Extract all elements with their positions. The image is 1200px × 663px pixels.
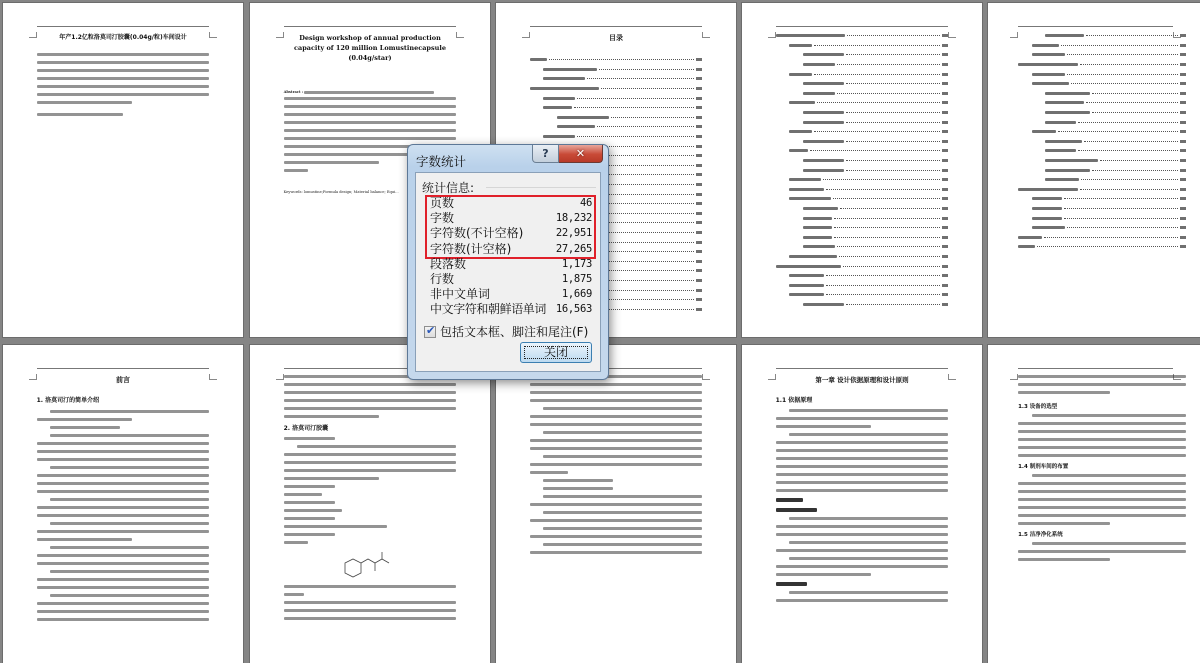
section-title: 前言 [116,376,130,384]
statistics-group-label: 统计信息: [422,181,475,195]
close-x-button[interactable]: ✕ [559,145,603,163]
stat-non-asian-words: 非中文单词 1,669 [430,287,592,302]
page-1-cover-abstract[interactable] [3,3,243,337]
section-heading: 1.1 依据原理 [775,397,813,404]
section-heading: 1. 洛莫司汀的简单介绍 [36,397,100,404]
page-8-body-text[interactable] [496,345,736,663]
page-title: 年产1.2亿粒洛莫司汀胶囊(0.04g/粒)车间设计 [59,34,187,41]
focus-rectangle [524,346,588,359]
section-heading: 1.3 设备的选型 [1018,404,1058,410]
include-textboxes-footnotes-checkbox[interactable] [424,323,588,340]
section-heading: 1.5 洁净净化系统 [1018,532,1063,538]
abstract-text: Abstract : [284,89,457,97]
page-6-preface[interactable] [3,345,243,663]
section-heading: 2. 洛莫司汀胶囊 [283,425,329,432]
stat-paragraphs: 段落数 1,173 [430,256,592,271]
stat-pages: 页数 46 [430,196,592,210]
page-9-chapter-1[interactable] [742,345,982,663]
page-4-toc-continued[interactable] [742,3,982,337]
close-button[interactable]: 关闭 [520,342,592,363]
dialog-content [415,172,601,372]
chemical-structure-figure [335,549,395,585]
stat-characters-no-spaces: 字符数(不计空格) 22,951 [430,226,592,241]
statistics-list [430,196,592,318]
group-divider [486,187,596,188]
help-button[interactable]: ? [532,145,559,163]
checkbox-label: 包括文本框、脚注和尾注(F) [440,325,589,339]
stat-characters-with-spaces: 字符数(计空格) 27,265 [430,241,592,256]
toc-title: 目录 [609,34,623,42]
page-10-body-text[interactable] [988,345,1200,663]
keywords-text: Keywords: lomustine;Formula design; Material balance; Equi... [283,189,399,194]
word-count-dialog [407,144,609,380]
page-5-toc-end[interactable] [988,3,1200,337]
section-heading: 1.4 制剂车间的布置 [1018,464,1069,470]
page-7-lomustine-info[interactable] [250,345,490,663]
checkbox-checked-icon[interactable] [424,326,436,338]
stat-lines: 行数 1,875 [430,271,592,286]
dialog-title: 字数统计 [416,154,467,169]
stat-asian-characters: 中文字符和朝鲜语单词 16,563 [430,302,592,317]
page-title: Design workshop of annual production capacity of 120 million Lomustinecapsule (0.04g/star) [294,34,446,62]
chapter-title: 第一章 设计依据原理和设计原则 [815,376,909,384]
stat-words: 字数 18,232 [430,211,592,226]
